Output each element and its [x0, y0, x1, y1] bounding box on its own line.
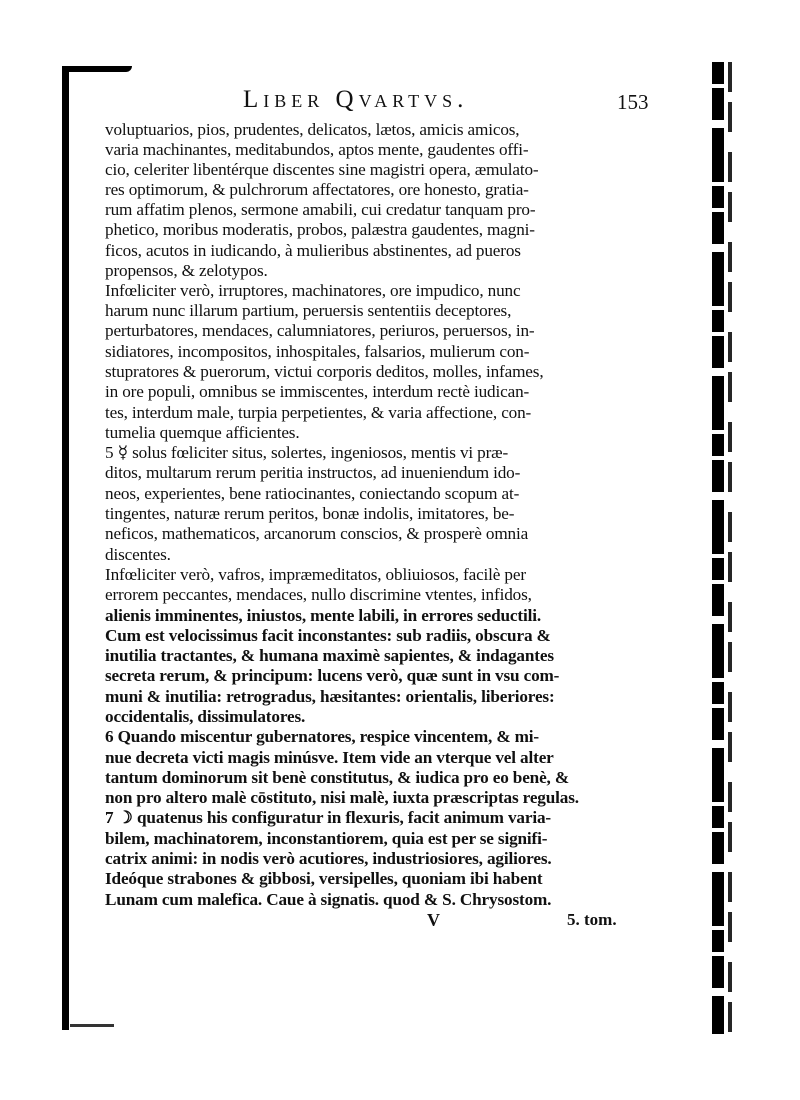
text-line: non pro altero malè cōstituto, nisi malè, iuxta præscriptas regulas. [105, 788, 579, 808]
page-header [105, 86, 649, 120]
text-line: neficos, mathematicos, arcanorum conscios, & prosperè omnia [105, 524, 529, 544]
text-line: res optimorum, & pulchrorum affectatores, ore honesto, gratia- [105, 180, 529, 200]
text-line: ditos, multarum rerum peritia instructos, ad inueniendum ido- [105, 463, 521, 483]
text-line: 6 Quando miscentur gubernatores, respice vincentem, & mi- [105, 727, 539, 747]
page-number: 153 [617, 90, 649, 114]
text-line: rum affatim plenos, sermone amabili, cui credatur tanquam pro- [105, 200, 536, 220]
scan-mark [70, 1024, 114, 1027]
text-line: Infœliciter verò, vafros, impræmeditatos, obliuiosos, facilè per [105, 564, 526, 584]
text-line: voluptuarios, pios, prudentes, delicatos, lætos, amicis amicos, [105, 120, 520, 139]
text-line: Lunam cum malefica. Caue à signatis. quod & S. Chrysostom. [105, 889, 552, 909]
body-text [105, 120, 645, 910]
text-line: muni & inutilia: retrogradus, hæsitantes: orientalis, liberiores: [105, 686, 555, 706]
text-line: tes, interdum male, turpia perpetientes, & varia affectione, con- [105, 402, 532, 422]
catchword: 5. tom. [567, 909, 617, 929]
text-line: errorem peccantes, mendaces, nullo discrimine vtentes, infidos, [105, 585, 532, 605]
text-line: ficos, acutos in iudicando, à mulieribus abstinentes, ad pueros [105, 240, 521, 260]
text-line: catrix animi: in nodis verò acutiores, industriosiores, agiliores. [105, 849, 552, 869]
text-line: sidiatores, incompositos, inhospitales, falsarios, mulierum con- [105, 341, 530, 361]
text-line: phetico, moribus moderatis, probos, palæstra gaudentes, magni- [105, 220, 535, 240]
text-line: perturbatores, mendaces, calumniatores, periuros, peruersos, in- [105, 321, 535, 341]
text-line: tantum dominorum sit benè constitutus, & iudica pro eo benè, & [105, 767, 570, 787]
text-line: bilem, machinatorem, inconstantiorem, quia est per se signifi- [105, 828, 548, 848]
gutter-shadow [62, 68, 69, 1030]
text-line: neos, experientes, bene ratiocinantes, coniectando scopum at- [105, 483, 520, 503]
text-line: harum nunc illarum partium, peruersis sententiis deceptores, [105, 301, 512, 321]
text-line: cio, celeriter libentérque discentes sine magistri opera, æmulato- [105, 160, 539, 180]
running-head: Liber Qvartvs. [243, 86, 469, 113]
text-line: 7 ☽ quatenus his configuratur in flexuris, facit animum varia- [105, 808, 552, 828]
text-line: discentes. [105, 544, 171, 564]
text-line: alienis imminentes, iniustos, mente labili, in errores seductili. [105, 605, 542, 625]
text-line: inutilia tractantes, & humana maximè sapientes, & indagantes [105, 646, 554, 666]
page-corner-mark [62, 66, 132, 72]
text-line: tingentes, naturæ rerum peritos, bonæ indolis, imitatores, be- [105, 504, 515, 524]
signature-mark: V [427, 909, 440, 930]
text-line: stupratores & puerorum, victui corporis deditos, molles, infames, [105, 361, 544, 381]
text-line: Cum est velocissimus facit inconstantes: sub radiis, obscura & [105, 625, 551, 645]
page-edge-strip-secondary [728, 62, 732, 1034]
text-line: occidentalis, dissimulatores. [105, 706, 306, 726]
text-line: Ideóque strabones & gibbosi, versipelles, quoniam ibi habent [105, 869, 543, 889]
text-line: nue decreta victi magis minúsve. Item vide an vterque vel alter [105, 747, 554, 767]
text-line: varia machinantes, meditabundos, aptos mente, gaudentes offi- [105, 140, 529, 160]
text-line: tumelia quemque afficientes. [105, 422, 300, 442]
page-footer [105, 910, 645, 934]
text-line: in ore populi, omnibus se immiscentes, interdum rectè iudican- [105, 382, 530, 402]
text-line: propensos, & zelotypos. [105, 260, 268, 280]
page-edge-strip [712, 62, 724, 1034]
text-line: 5 ☿ solus fœliciter situs, solertes, ingeniosos, mentis vi præ- [105, 443, 509, 463]
book-page [105, 86, 649, 934]
text-line: Infœliciter verò, irruptores, machinatores, ore impudico, nunc [105, 280, 521, 300]
text-line: secreta rerum, & principum: lucens verò, quæ sunt in vsu com- [105, 666, 560, 686]
